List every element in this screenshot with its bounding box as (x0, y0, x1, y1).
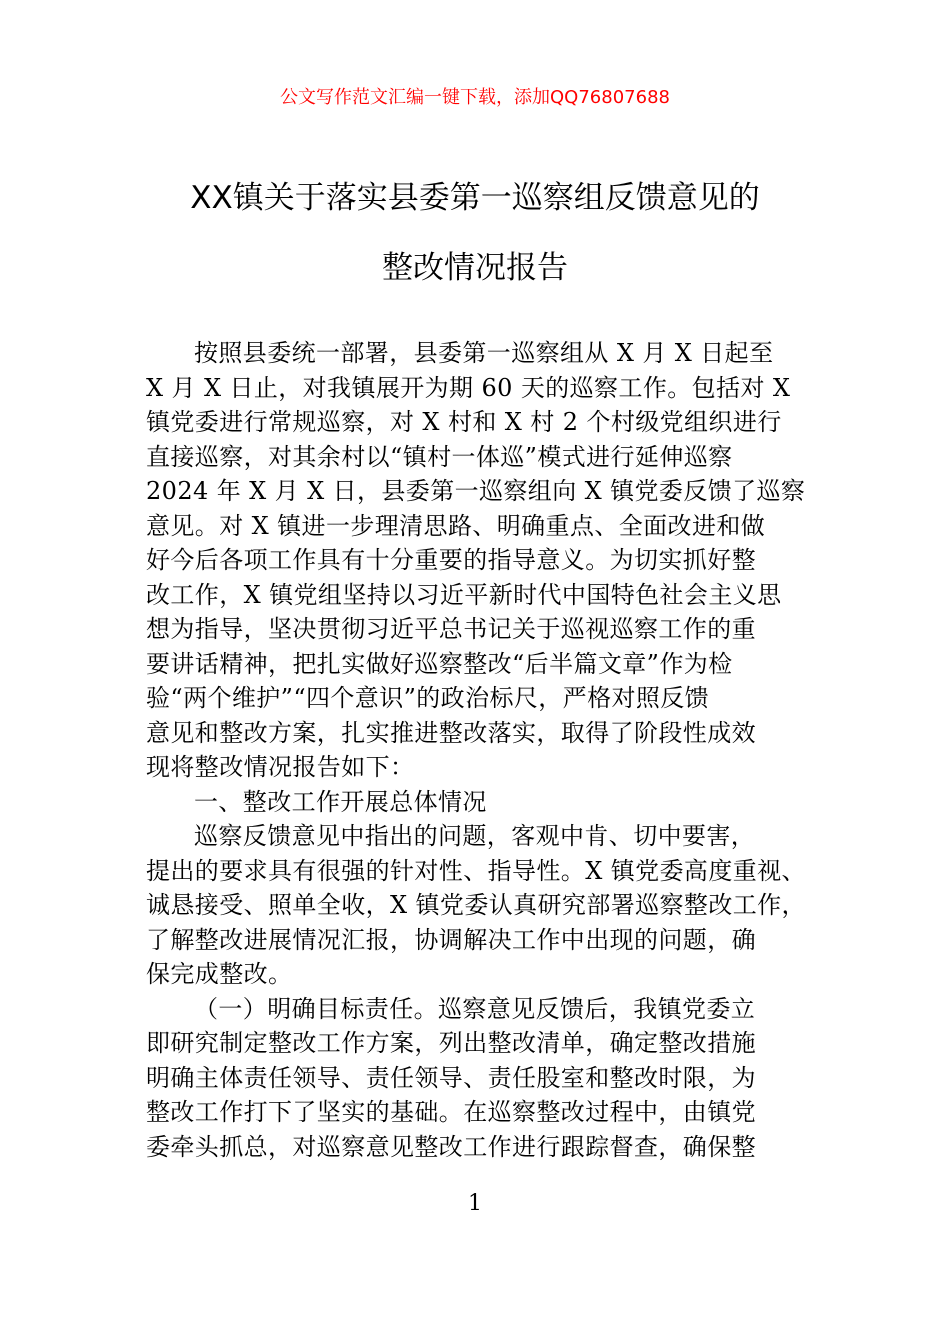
paragraph-line: 巡察反馈意见中指出的问题，客观中肯、切中要害， (194, 822, 756, 850)
paragraph-line: 想为指导，坚决贯彻习近平总书记关于巡视巡察工作的重 (146, 615, 756, 643)
paragraph-line: 意见和整改方案，扎实推进整改落实，取得了阶段性成效 (146, 718, 756, 747)
paragraph-line: 即研究制定整改工作方案，列出整改清单，确定整改措施 (146, 1029, 756, 1057)
paragraph-line: 委牵头抓总，对巡察意见整改工作进行跟踪督查，确保整 (146, 1132, 756, 1161)
paragraph-line: 按照县委统一部署，县委第一巡察组从 X 月 X 日起至 (194, 339, 774, 367)
paragraph-line: 验“两个维护”“四个意识”的政治标尺，严格对照反馈 (146, 684, 710, 712)
paragraph-line: 2024 年 X 月 X 日，县委第一巡察组向 X 镇党委反馈了巡察 (146, 477, 806, 505)
section-heading: 一、整改工作开展总体情况 (194, 787, 487, 816)
paragraph-line: 改工作，X 镇党组坚持以习近平新时代中国特色社会主义思 (146, 580, 782, 609)
document-title-line-2: 整改情况报告 (382, 250, 568, 286)
paragraph-line: 提出的要求具有很强的针对性、指导性。X 镇党委高度重视、 (146, 856, 806, 885)
page-number: 1 (468, 1191, 482, 1216)
paragraph-line: （一）明确目标责任。巡察意见反馈后，我镇党委立 (194, 994, 756, 1023)
paragraph-line: 现将整改情况报告如下： (146, 753, 415, 781)
paragraph-line: 整改工作打下了坚实的基础。在巡察整改过程中，由镇党 (146, 1098, 756, 1126)
paragraph-line: 镇党委进行常规巡察，对 X 村和 X 村 2 个村级党组织进行 (146, 408, 782, 436)
paragraph-line: 意见。对 X 镇进一步理清思路、明确重点、全面改进和做 (146, 511, 766, 540)
paragraph-line: 明确主体责任领导、责任领导、责任股室和整改时限，为 (146, 1063, 756, 1092)
paragraph-line: 诚恳接受、照单全收，X 镇党委认真研究部署巡察整改工作， (146, 891, 806, 919)
paragraph-line: 了解整改进展情况汇报，协调解决工作中出现的问题，确 (146, 925, 756, 954)
paragraph-line: X 月 X 日止，对我镇展开为期 60 天的巡察工作。包括对 X (146, 373, 791, 402)
paragraph-line: 好今后各项工作具有十分重要的指导意义。为切实抓好整 (146, 546, 756, 574)
document-body (146, 336, 810, 1164)
header-ad-text: 公文写作范文汇编一键下载，添加QQ76807688 (280, 87, 670, 108)
paragraph-line: 要讲话精神，把扎实做好巡察整改“后半篇文章”作为检 (146, 649, 733, 678)
paragraph-line: 保完成整改。 (146, 960, 293, 988)
document-title-line-1: XX镇关于落实县委第一巡察组反馈意见的 (190, 180, 760, 216)
paragraph-line: 直接巡察，对其余村以“镇村一体巡”模式进行延伸巡察 (146, 442, 733, 471)
